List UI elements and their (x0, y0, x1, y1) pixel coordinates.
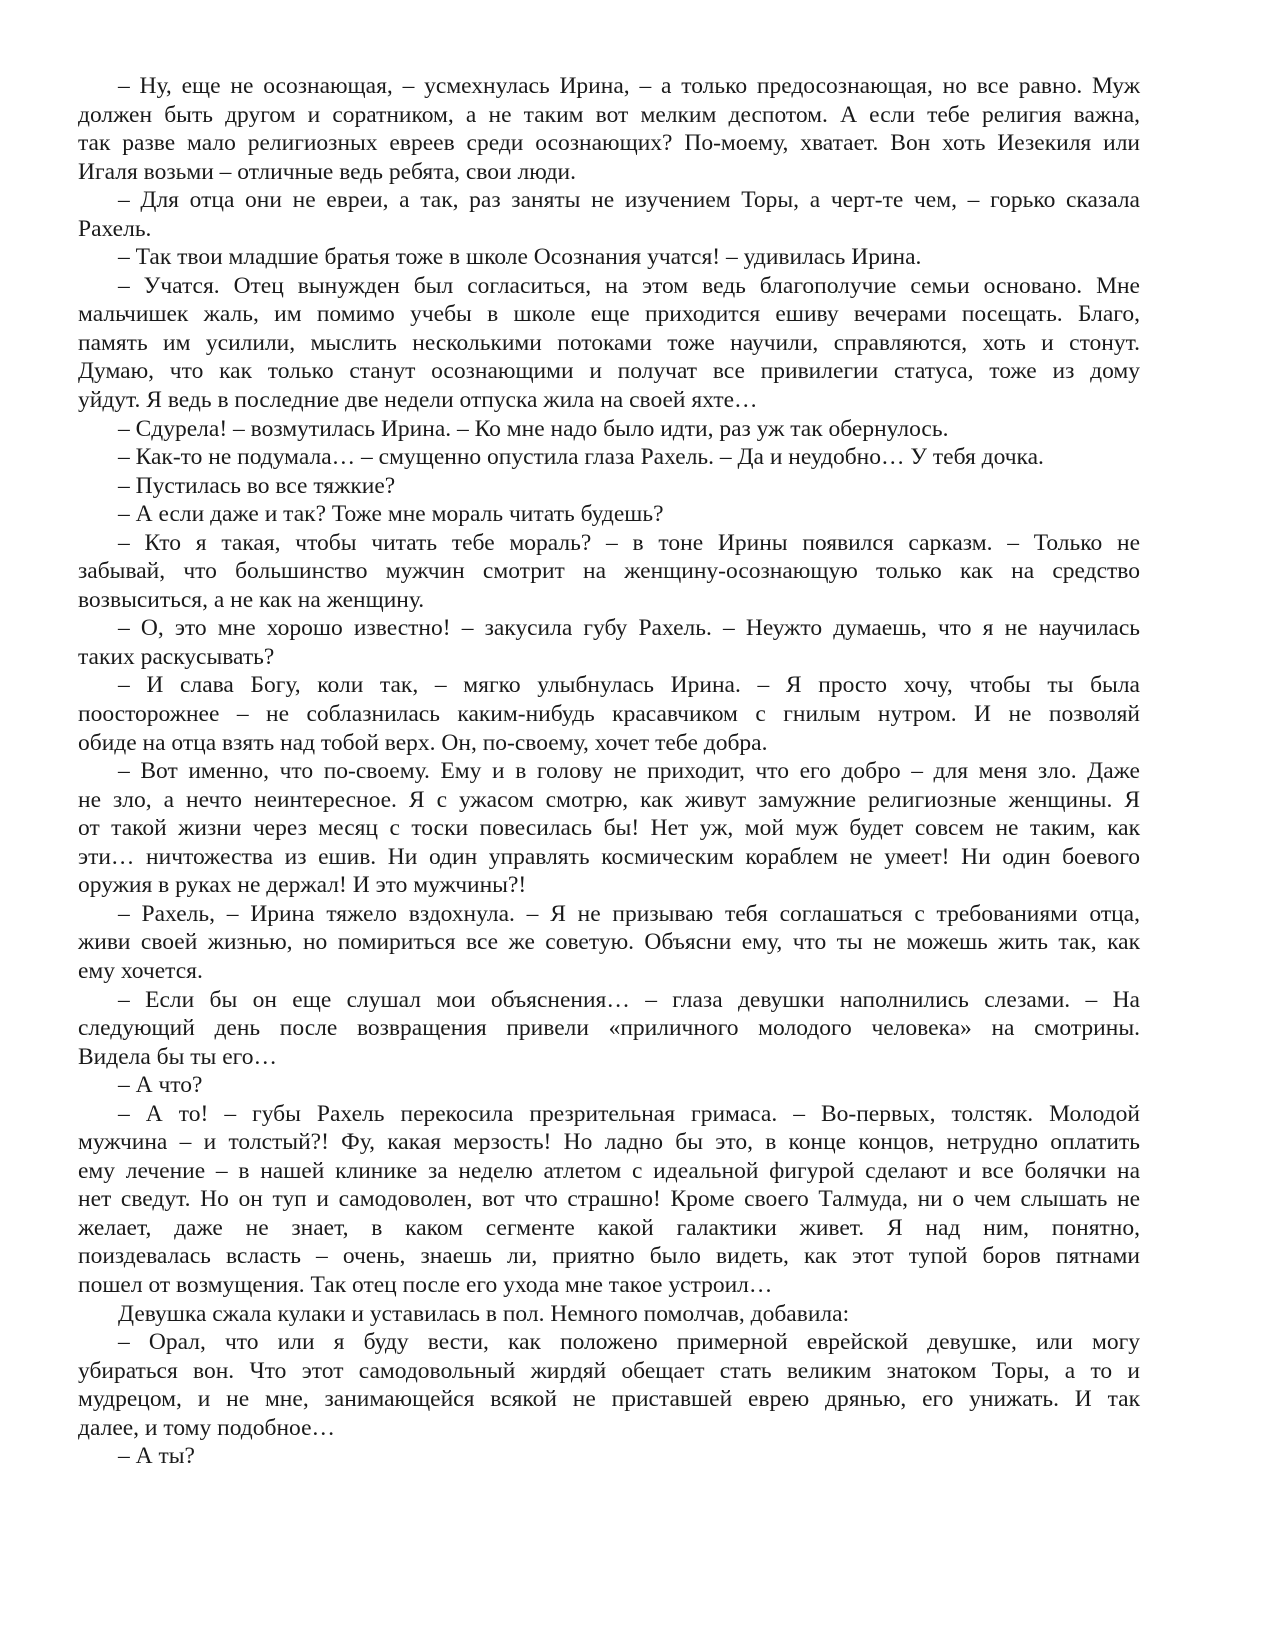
text-line: забывай, что большинство мужчин смотрит на женщину-осознающую только как на средство (78, 558, 1140, 585)
paragraph (78, 986, 1140, 1072)
text-line: – Если бы он еще слушал мои объяснения… – глаза девушки наполнились слезами. – На (118, 986, 1140, 1013)
text-line: – Рахель, – Ирина тяжело вздохнула. – Я не призываю тебя соглашаться с требованиями отца, (118, 900, 1140, 927)
text-line: Игаля возьми – отличные ведь ребята, свои люди. (78, 158, 576, 185)
text-line: – О, это мне хорошо известно! – закусила губу Рахель. – Неужто думаешь, что я не научилась (118, 615, 1140, 642)
text-line: ему хочется. (78, 957, 203, 984)
text-line: пошел от возмущения. Так отец после его ухода мне такое устроил… (78, 1271, 773, 1298)
text-line: – Ну, еще не осознающая, – усмехнулась Ирина, – а только предосознающая, но все равно. Муж (118, 73, 1140, 99)
text-line: Думаю, что как только станут осознающими и получат все привилегии статуса, тоже из дому (78, 358, 1140, 385)
text-line: следующий день после возвращения привели «приличного молодого человека» на смотрины. (78, 1015, 1140, 1042)
paragraph (78, 415, 1140, 444)
paragraph (78, 1442, 1140, 1471)
text-line: эти… ничтожества из ешив. Ни один управлять космическим кораблем не умеет! Ни один боевого (78, 843, 1140, 870)
text-line: таких раскусывать? (78, 643, 275, 670)
text-line: убираться вон. Что этот самодовольный жирдяй обещает стать великим знатоком Торы, а то и (78, 1357, 1140, 1384)
text-line: – А то! – губы Рахель перекосила презрительная гримаса. – Во-первых, толстяк. Молодой (118, 1100, 1140, 1127)
text-line: поосторожнее – не соблазнилась каким-нибудь красавчиком с гнилым нутром. И не позволяй (78, 701, 1140, 728)
paragraph (78, 472, 1140, 501)
text-line: – Орал, что или я буду вести, как положено примерной еврейской девушке, или могу (118, 1329, 1140, 1356)
text-line: – Учатся. Отец вынужден был согласиться, на этом ведь благополучие семьи основано. Мне (118, 272, 1140, 299)
text-line: – Вот именно, что по-своему. Ему и в голову не приходит, что его добро – для меня зло. Даже (118, 758, 1140, 785)
text-line: – Сдурела! – возмутилась Ирина. – Ко мне надо было идти, раз уж так обернулось. (118, 415, 949, 442)
text-line: Рахель. (78, 215, 152, 242)
document-page (78, 72, 1140, 1471)
text-line: – Для отца они не евреи, а так, раз заняты не изучением Торы, а черт-те чем, – горько сказала (118, 187, 1140, 214)
text-line: мужчина – и толстый?! Фу, какая мерзость! Но ладно бы это, в конце концов, нетрудно оплатить (78, 1129, 1140, 1156)
paragraph (78, 1328, 1140, 1442)
text-line: – Пустилась во все тяжкие? (118, 472, 396, 499)
paragraph (78, 529, 1140, 615)
text-line: так разве мало религиозных евреев среди осознающих? По-моему, хватает. Вон хоть Иезекиля или (78, 130, 1140, 157)
text-line: – Кто я такая, чтобы читать тебе мораль? – в тоне Ирины появился сарказм. – Только не (118, 529, 1140, 556)
text-line: мальчишек жаль, им помимо учебы в школе еще приходится ешиву вечерами посещать. Благо, (78, 301, 1140, 328)
text-line: – А если даже и так? Тоже мне мораль читать будешь? (118, 501, 664, 528)
paragraph (78, 1300, 1140, 1329)
paragraph (78, 1071, 1140, 1100)
text-line: живи своей жизнью, но помириться все же советую. Объясни ему, что ты не можешь жить так, как (78, 929, 1140, 956)
text-line: уйдут. Я ведь в последние две недели отпуска жила на своей яхте… (78, 387, 758, 414)
paragraph (78, 614, 1140, 671)
text-line: Девушка сжала кулаки и уставилась в пол. Немного помолчав, добавила: (118, 1300, 850, 1327)
text-line: Видела бы ты его… (78, 1043, 277, 1070)
text-line: возвыситься, а не как на женщину. (78, 586, 425, 613)
paragraph (78, 900, 1140, 986)
paragraph (78, 272, 1140, 415)
paragraph (78, 443, 1140, 472)
text-line: оружия в руках не держал! И это мужчины?! (78, 872, 527, 899)
text-line: – И слава Богу, коли так, – мягко улыбнулась Ирина. – Я просто хочу, чтобы ты была (118, 672, 1140, 699)
text-line: от такой жизни через месяц с тоски повесилась бы! Нет уж, мой муж будет совсем не таким, как (78, 815, 1140, 842)
paragraph (78, 500, 1140, 529)
text-line: далее, и тому подобное… (78, 1414, 335, 1441)
paragraph (78, 243, 1140, 272)
text-line: должен быть другом и соратником, а не таким вот мелким деспотом. А если тебе религия важна, (78, 101, 1140, 128)
paragraph (78, 671, 1140, 757)
text-line: – А что? (118, 1072, 203, 1099)
text-line: – Как-то не подумала… – смущенно опустила глаза Рахель. – Да и неудобно… У тебя дочка. (118, 444, 1044, 471)
text-line: нет сведут. Но он туп и самодоволен, вот что страшно! Кроме своего Талмуда, ни о чем слышать не (78, 1186, 1140, 1213)
text-line: – А ты? (118, 1443, 195, 1470)
paragraph (78, 1100, 1140, 1300)
text-line: – Так твои младшие братья тоже в школе Осознания учатся! – удивилась Ирина. (118, 244, 922, 271)
text-line: желает, даже не знает, в каком сегменте какой галактики живет. Я над ним, понятно, (78, 1214, 1140, 1241)
paragraph (78, 757, 1140, 900)
text-line: поиздевалась всласть – очень, знаешь ли, приятно было видеть, как этот тупой боров пятнами (78, 1243, 1140, 1270)
text-line: память им усилили, мыслить несколькими потоками тоже научили, справляются, хоть и стонут. (78, 329, 1140, 356)
text-line: ему лечение – в нашей клинике за неделю атлетом с идеальной фигурой сделают и все болячки на (78, 1157, 1140, 1184)
text-line: обиде на отца взять над тобой верх. Он, по-своему, хочет тебе добра. (78, 729, 768, 756)
text-line: не зло, а нечто неинтересное. Я с ужасом смотрю, как живут замужние религиозные женщины. Я (78, 786, 1140, 813)
paragraph (78, 72, 1140, 186)
paragraph (78, 186, 1140, 243)
text-line: мудрецом, и не мне, занимающейся всякой не приставшей еврею дрянью, его унижать. И так (78, 1386, 1140, 1413)
